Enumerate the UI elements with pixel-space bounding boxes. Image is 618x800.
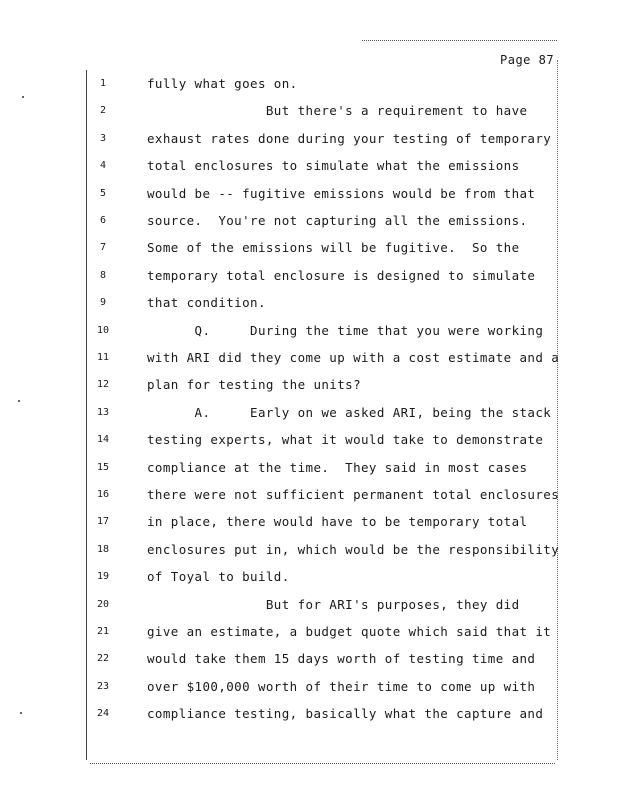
transcript-line: total enclosures to simulate what the emissions xyxy=(147,158,520,174)
transcript-line: exhaust rates done during your testing of temporary xyxy=(147,130,552,146)
bottom-rule xyxy=(90,763,555,764)
line-number: 5 xyxy=(99,187,107,199)
transcript-line: there were not sufficient permanent total enclosures xyxy=(147,487,560,502)
line-number: 12 xyxy=(96,379,110,391)
line-number: 1 xyxy=(99,78,107,89)
transcript-line: give an estimate, a budget quote which said that it xyxy=(147,624,552,639)
transcript-line: testing experts, what it would take to demonstrate xyxy=(147,432,544,448)
transcript-line: would be -- fugitive emissions would be from that xyxy=(147,185,536,201)
transcript-line: temporary total enclosure is designed to simulate xyxy=(147,267,536,283)
top-rule xyxy=(362,40,557,41)
transcript-line: But for ARI's purposes, they did xyxy=(147,596,520,612)
line-number: 24 xyxy=(96,708,110,720)
scan-speck xyxy=(18,400,20,402)
transcript-line: with ARI did they come up with a cost estimate and a xyxy=(147,350,560,365)
line-number: 8 xyxy=(99,269,107,281)
line-number: 6 xyxy=(99,215,107,226)
line-number: 17 xyxy=(96,516,110,528)
transcript-line: enclosures put in, which would be the responsibility xyxy=(147,541,560,557)
transcript-line: plan for testing the units? xyxy=(147,377,361,393)
scan-speck xyxy=(22,96,24,98)
line-number: 18 xyxy=(96,543,110,555)
right-margin-line xyxy=(557,60,558,760)
transcript-line: compliance testing, basically what the capture and xyxy=(147,706,544,722)
transcript-line: Some of the emissions will be fugitive. So the xyxy=(147,240,520,256)
line-number: 11 xyxy=(96,352,110,363)
transcript-line: source. You're not capturing all the emissions. xyxy=(147,213,528,228)
line-number: 3 xyxy=(99,132,107,144)
transcript-line: would take them 15 days worth of testing time and xyxy=(147,651,536,667)
line-number: 21 xyxy=(96,626,110,637)
left-margin-line xyxy=(86,70,87,760)
transcript-line: But there's a requirement to have xyxy=(147,103,528,119)
page-number: Page 87 xyxy=(500,53,555,67)
line-number: 14 xyxy=(96,434,110,446)
transcript-line: fully what goes on. xyxy=(147,76,298,91)
transcript-line: of Toyal to build. xyxy=(147,569,290,585)
transcript-line: over $100,000 worth of their time to come up with xyxy=(147,678,536,694)
transcript-line: A. Early on we asked ARI, being the stack xyxy=(147,404,552,420)
line-number: 22 xyxy=(96,653,110,665)
line-number: 10 xyxy=(96,324,110,336)
transcript-line: Q. During the time that you were working xyxy=(147,322,544,338)
line-number: 20 xyxy=(96,598,110,610)
line-number: 19 xyxy=(96,571,110,583)
line-number: 23 xyxy=(96,680,110,692)
line-number: 2 xyxy=(99,105,107,117)
scan-speck xyxy=(20,712,22,714)
line-number: 16 xyxy=(96,489,110,500)
line-number: 9 xyxy=(99,297,107,309)
transcript-line: compliance at the time. They said in most cases xyxy=(147,459,528,475)
line-number: 13 xyxy=(96,406,110,418)
line-number: 15 xyxy=(96,461,110,473)
line-number: 7 xyxy=(99,242,107,254)
line-number: 4 xyxy=(99,160,107,172)
transcript-line: in place, there would have to be temporary total xyxy=(147,514,528,530)
transcript-line: that condition. xyxy=(147,295,266,311)
